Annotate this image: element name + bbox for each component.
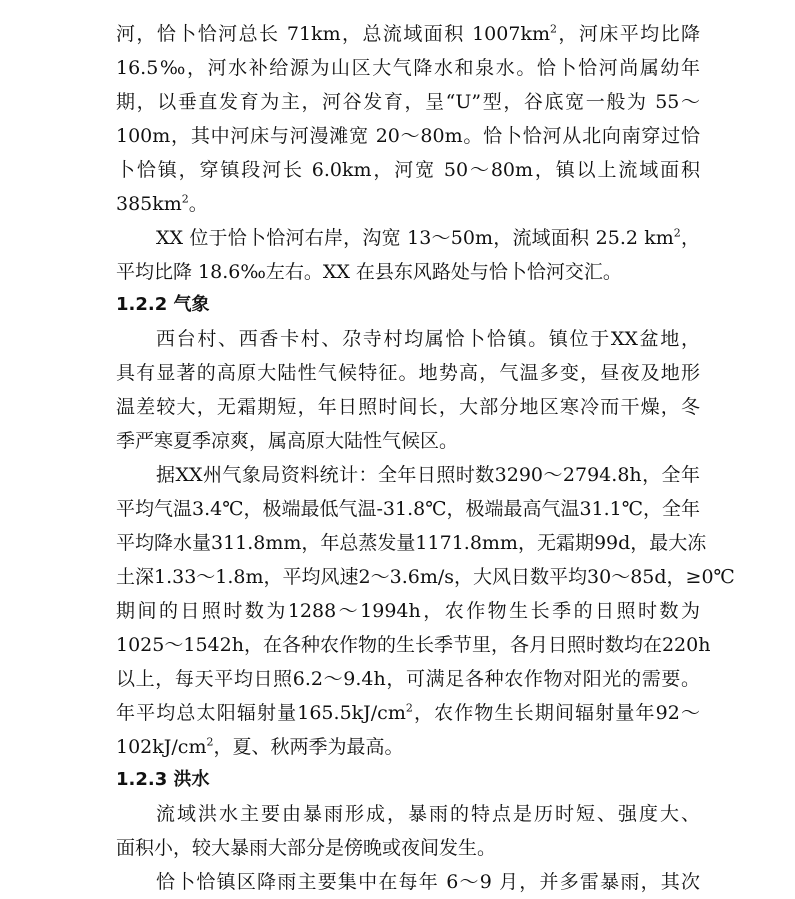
- text-line: 西台村、西香卡村、尕寺村均属恰卜恰镇。镇位于XX盆地，: [156, 328, 700, 350]
- text-line: 流域洪水主要由暴雨形成，暴雨的特点是历时短、强度大、: [156, 803, 700, 825]
- text-line: 季严寒夏季凉爽，属高原大陆性气候区。: [116, 430, 459, 452]
- text-line: 100m，其中河床与河漫滩宽 20～80m。恰卜恰河从北向南穿过恰: [116, 125, 700, 147]
- text-line: 具有显著的高原大陆性气候特征。地势高，气温多变，昼夜及地形: [116, 362, 700, 384]
- text-line: 1025～1542h，在各种农作物的生长季节里，各月日照时数均在220h: [116, 634, 711, 656]
- text-line: 16.5‰，河水补给源为山区大气降水和泉水。恰卜恰河尚属幼年: [116, 57, 700, 79]
- section-heading-flood: 1.2.3 洪水: [116, 769, 210, 790]
- text-line: 以上，每天平均日照6.2～9.4h，可满足各种农作物对阳光的需要。: [116, 668, 700, 690]
- text-line: 年平均总太阳辐射量$165.5kJ/cm^2$，农作物生长期间辐射量年92～: [116, 701, 700, 724]
- text-line: 卜恰镇，穿镇段河长 6.0km，河宽 50～80m，镇以上流域面积: [116, 159, 700, 181]
- text-line: 据XX州气象局资料统计：全年日照时数3290～2794.8h，全年: [156, 464, 700, 486]
- text-line: 期间的日照时数为1288～1994h，农作物生长季的日照时数为: [116, 600, 700, 622]
- section-heading-climate: 1.2.2 气象: [116, 294, 210, 315]
- text-line: 平均气温3.4℃，极端最低气温-31.8℃，极端最高气温31.1℃，全年: [116, 498, 701, 520]
- text-line: 恰卜恰镇区降雨主要集中在每年 6～9 月，并多雷暴雨，其次: [156, 871, 700, 893]
- text-line: 温差较大，无霜期短，年日照时间长，大部分地区寒冷而干燥，冬: [116, 396, 700, 418]
- text-line: 土深1.33～1.8m，平均风速2～3.6m/s，大风日数平均30～85d，≥0℃: [116, 566, 735, 588]
- text-line: $102kJ/cm^2$，夏、秋两季为最高。: [116, 735, 404, 758]
- text-line: 期，以垂直发育为主，河谷发育，呈“U”型，谷底宽一般为 55～: [116, 91, 700, 113]
- text-line: $385km^2$。: [116, 192, 208, 215]
- text-line: 河，恰卜恰河总长 71km，总流域面积 $1007km^2$，河床平均比降: [116, 22, 700, 45]
- text-line: 平均比降 18.6‰左右。XX 在县东风路处与恰卜恰河交汇。: [116, 261, 622, 283]
- text-line: 平均降水量311.8mm，年总蒸发量1171.8mm，无霜期99d，最大冻: [116, 532, 707, 554]
- text-line: 面积小，较大暴雨大部分是傍晚或夜间发生。: [116, 837, 497, 859]
- text-line: XX 位于恰卜恰河右岸，沟宽 13～50m，流域面积 25.2 $km^2$，: [156, 226, 700, 249]
